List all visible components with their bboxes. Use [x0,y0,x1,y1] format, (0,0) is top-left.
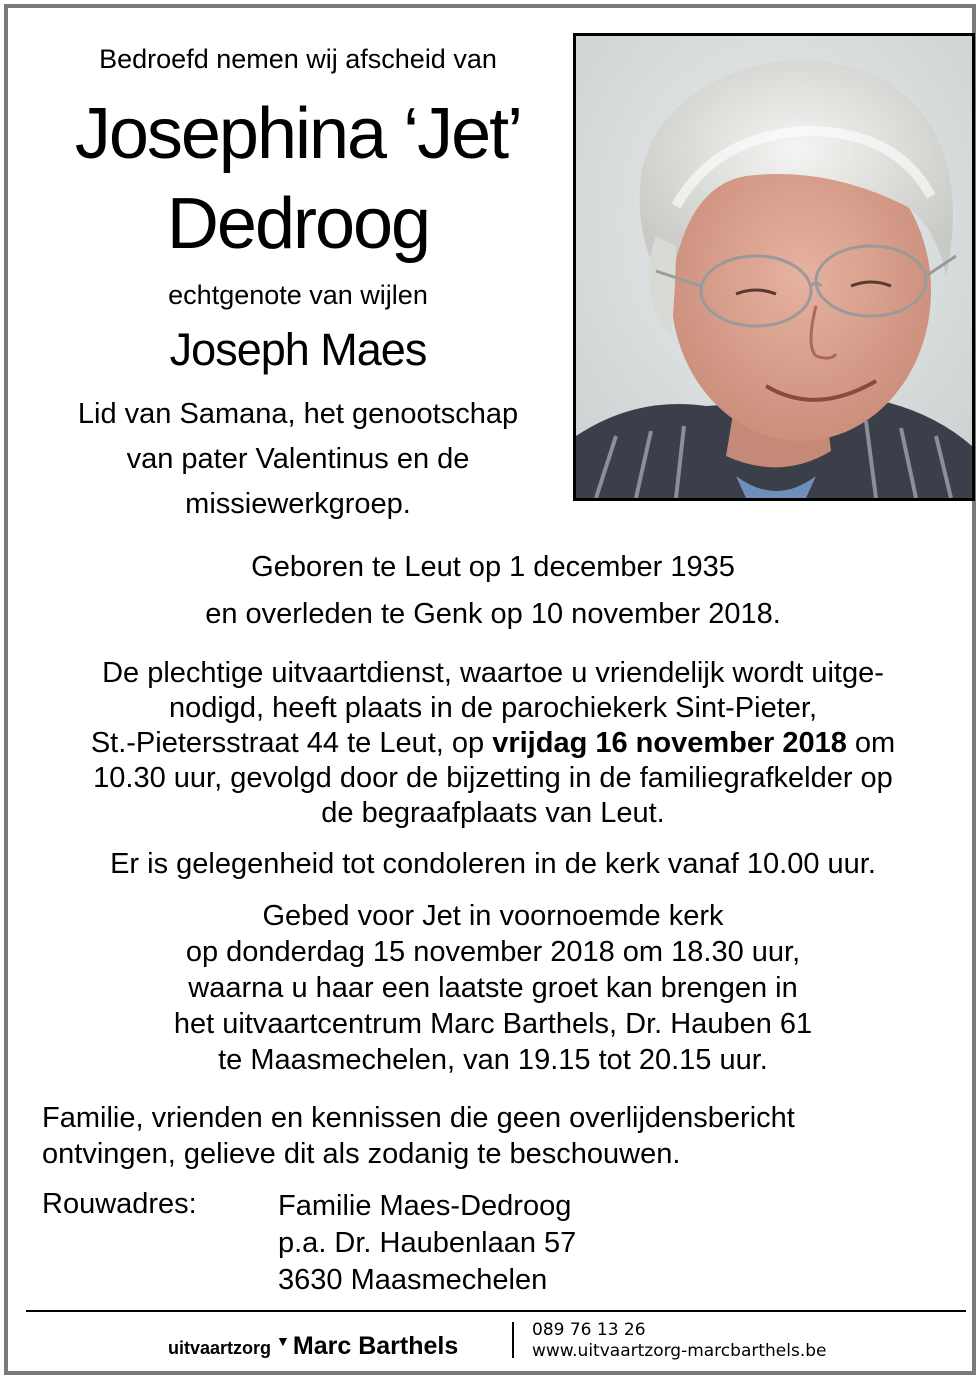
address-line: 3630 Maasmechelen [278,1264,548,1296]
membership-text [38,392,558,527]
family-note-line: Familie, vrienden en kennissen die geen overlijdensbericht [42,1102,795,1134]
funeral-text-part: St.-Pietersstraat 44 te Leut, op [90,727,493,759]
portrait-photo [573,33,975,501]
funeral-line: de begraafplaats van Leut. [321,797,665,829]
death-line: en overleden te Genk op 10 november 2018. [205,598,781,630]
prayer-line: op donderdag 15 november 2018 om 18.30 uur, [185,936,801,968]
prayer-text [28,898,958,1078]
funeral-line: nodigd, heeft plaats in de parochiekerk Sint-Pieter, [168,692,818,724]
portrait-illustration [576,36,972,498]
membership-line: Lid van Samana, het genootschap [77,398,519,430]
notice-frame [4,4,976,1375]
condolence-text: Er is gelegenheid tot condoleren in de kerk vanaf 10.00 uur. [110,848,876,880]
funeral-line: 10.30 uur, gevolgd door de bijzetting in de familiegrafkelder op [93,762,893,794]
deceased-name-line2: Dedroog [166,184,430,264]
spouse-label: echtgenote van wijlen [168,280,428,310]
birth-line: Geboren te Leut op 1 december 1935 [251,551,735,583]
prayer-line: het uitvaartcentrum Marc Barthels, Dr. Hauben 61 [173,1008,813,1040]
triangle-icon: ▼ [276,1333,290,1349]
website-link[interactable]: www.uitvaartzorg-marcbarthels.be [532,1341,827,1361]
brand-name: Marc Barthels [292,1332,459,1360]
footer-separator [512,1322,514,1358]
family-note-line: ontvingen, gelieve dit als zodanig te beschouwen. [42,1138,681,1170]
phone-number: 089 76 13 26 [532,1320,646,1340]
address-line: Familie Maes-Dedroog [278,1190,572,1222]
membership-line: missiewerkgroep. [185,488,411,520]
funeral-home-logo [168,1332,458,1361]
funeral-text-part: om [846,727,896,759]
membership-line: van pater Valentinus en de [126,443,470,475]
brand-prefix: uitvaartzorg [168,1338,272,1358]
footer-contact [532,1320,826,1362]
footer-divider [26,1310,966,1312]
mourning-address [278,1188,576,1299]
funeral-line [28,726,958,761]
address-line: p.a. Dr. Haubenlaan 57 [278,1227,577,1259]
family-note [42,1100,942,1172]
funeral-text [28,656,958,831]
prayer-line: waarna u haar een laatste groet kan brengen in [188,972,798,1004]
address-label: Rouwadres: [42,1188,197,1220]
prayer-line: Gebed voor Jet in voornoemde kerk [262,900,724,932]
birth-death-text [28,544,958,638]
spouse-name: Joseph Maes [169,324,427,375]
funeral-date: vrijdag 16 november 2018 [492,727,847,759]
prayer-line: te Maasmechelen, van 19.15 tot 20.15 uur. [218,1044,768,1076]
deceased-name-line1: Josephina ‘Jet’ [74,94,522,174]
intro-text: Bedroefd nemen wij afscheid van [99,44,497,74]
funeral-line: De plechtige uitvaartdienst, waartoe u vriendelijk wordt uitge- [102,657,884,689]
